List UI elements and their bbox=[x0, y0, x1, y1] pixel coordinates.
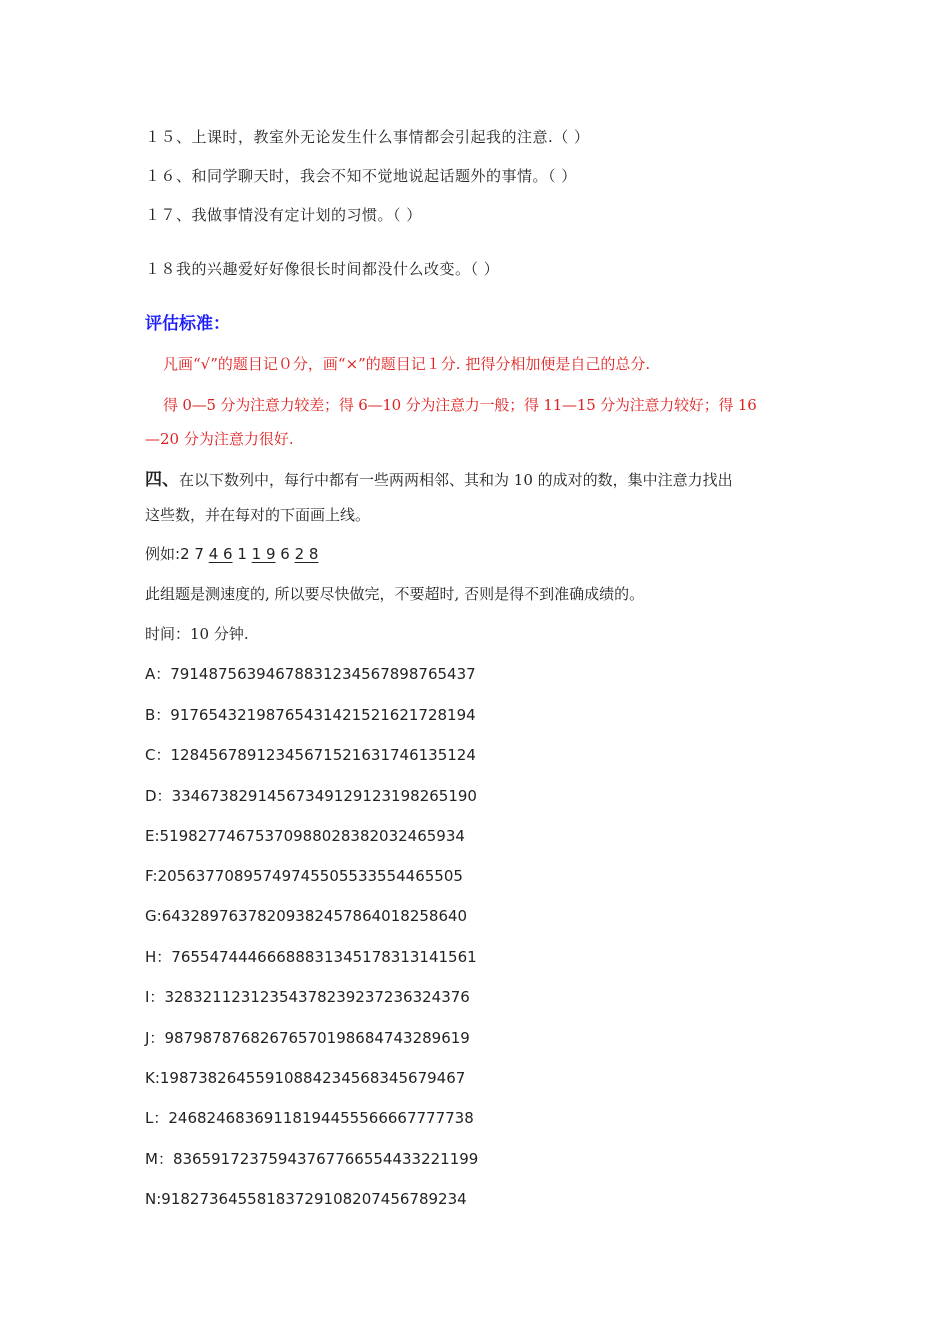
section-4-intro-line-1 bbox=[145, 470, 733, 490]
row-digits: 20563770895749745505533554465505 bbox=[157, 867, 463, 885]
evaluation-heading: 评估标准： bbox=[145, 314, 230, 334]
row-digits: 91765432198765431421521621728194 bbox=[170, 706, 476, 724]
row-digits: 51982774675370988028382032465934 bbox=[159, 827, 465, 845]
digit-row bbox=[145, 947, 477, 967]
digit-row bbox=[145, 786, 477, 806]
example-part: 6 bbox=[275, 545, 295, 563]
digit-row bbox=[145, 745, 476, 765]
section-number: 四、 bbox=[145, 470, 179, 490]
row-label: I： bbox=[145, 988, 165, 1006]
example-pair-underlined: 2 8 bbox=[294, 545, 319, 563]
row-label: F: bbox=[145, 867, 158, 885]
example-pair-underlined: 1 9 bbox=[251, 545, 276, 563]
row-label: G: bbox=[145, 907, 162, 925]
row-label: D： bbox=[145, 787, 172, 805]
section-4-intro-line-2: 这些数，并在每对的下面画上线。 bbox=[145, 506, 371, 524]
question-18: １８我的兴趣爱好好像很长时间都没什么改变。（ ） bbox=[145, 260, 500, 278]
example-part: 2 7 bbox=[180, 545, 209, 563]
section-4-intro-text: 在以下数列中，每行中都有一些两两相邻、其和为 10 的成对的数，集中注意力找出 bbox=[179, 471, 733, 489]
digit-row bbox=[145, 705, 476, 725]
row-digits: 24682468369118194455566667777738 bbox=[168, 1109, 474, 1127]
digit-row bbox=[145, 1028, 470, 1048]
scoring-rule: 凡画“√”的题目记０分，画“×”的题目记１分. 把得分相加便是自己的总分. bbox=[163, 355, 651, 373]
row-digits: 79148756394678831234567898765437 bbox=[170, 665, 476, 683]
example-label: 例如: bbox=[145, 545, 181, 563]
question-17: １７、我做事情没有定计划的习惯。（ ） bbox=[145, 206, 422, 224]
digit-row bbox=[145, 664, 476, 684]
score-levels-line-2: —20 分为注意力很好. bbox=[145, 430, 294, 448]
digit-row bbox=[145, 866, 463, 886]
row-digits: 32832112312354378239237236324376 bbox=[164, 988, 470, 1006]
time-limit: 时间：10 分钟. bbox=[145, 625, 249, 643]
row-label: H： bbox=[145, 948, 172, 966]
row-label: N: bbox=[145, 1190, 162, 1208]
row-label: K: bbox=[145, 1069, 160, 1087]
digit-row bbox=[145, 987, 470, 1007]
row-digits: 19873826455910884234568345679467 bbox=[159, 1069, 466, 1087]
digit-row bbox=[145, 1068, 465, 1088]
row-label: B： bbox=[145, 706, 171, 724]
row-label: M： bbox=[145, 1150, 173, 1168]
question-16: １６、和同学聊天时，我会不知不觉地说起话题外的事情。（ ） bbox=[145, 167, 577, 185]
row-label: J： bbox=[145, 1029, 165, 1047]
score-levels-line-1: 得 0—5 分为注意力较差；得 6—10 分为注意力一般；得 11—15 分为注意力较好；得 16 bbox=[163, 396, 757, 414]
row-label: A： bbox=[145, 665, 171, 683]
row-digits: 91827364558183729108207456789234 bbox=[161, 1190, 467, 1208]
row-digits: 76554744466688831345178313141561 bbox=[171, 948, 477, 966]
row-digits: 98798787682676570198684743289619 bbox=[164, 1029, 470, 1047]
digit-row bbox=[145, 1108, 474, 1128]
row-digits: 64328976378209382457864018258640 bbox=[161, 907, 468, 925]
example-line bbox=[145, 544, 318, 564]
row-digits: 83659172375943767766554433221199 bbox=[172, 1150, 479, 1168]
digit-row bbox=[145, 826, 465, 846]
example-part: 1 bbox=[232, 545, 252, 563]
example-pair-underlined: 4 6 bbox=[208, 545, 233, 563]
row-label: L： bbox=[145, 1109, 169, 1127]
digit-row bbox=[145, 1149, 478, 1169]
row-label: C： bbox=[145, 746, 171, 764]
question-15: １５、上课时，教室外无论发生什么事情都会引起我的注意.（ ） bbox=[145, 128, 590, 146]
digit-row bbox=[145, 906, 467, 926]
digit-row bbox=[145, 1189, 467, 1209]
row-digits: 33467382914567349129123198265190 bbox=[171, 787, 477, 805]
row-digits: 12845678912345671521631746135124 bbox=[170, 746, 476, 764]
speed-note: 此组题是测速度的, 所以要尽快做完，不要超时, 否则是得不到准确成绩的。 bbox=[145, 585, 645, 603]
row-label: E: bbox=[145, 827, 160, 845]
